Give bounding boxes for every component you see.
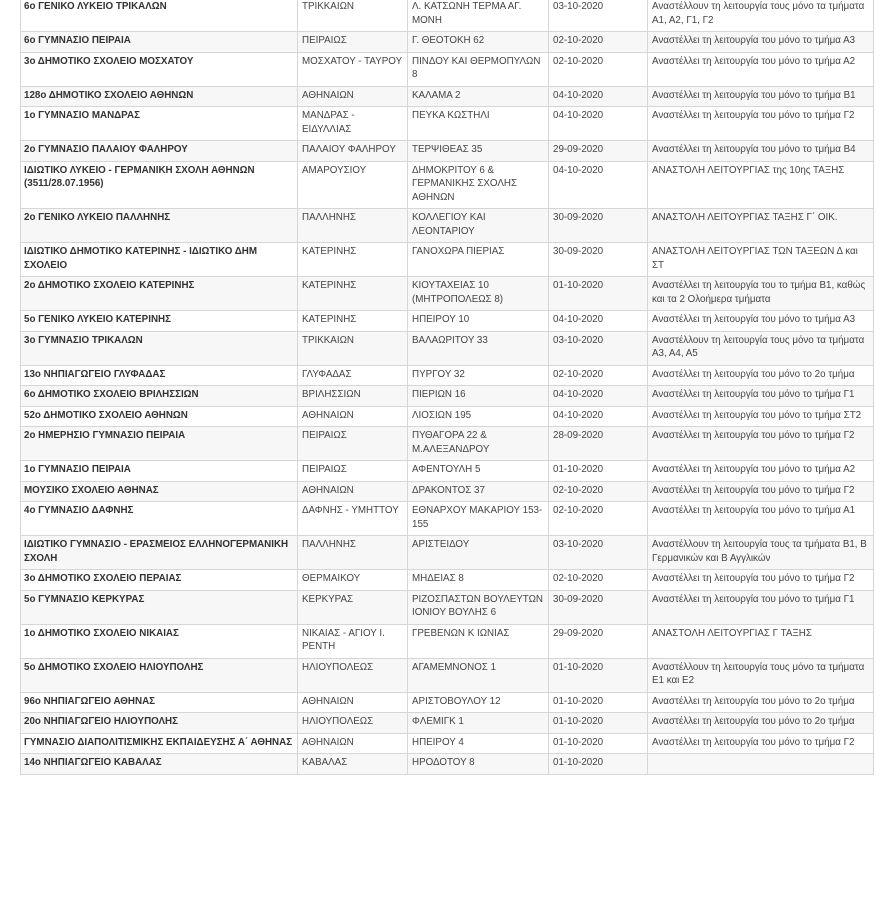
- school-name-cell: 5ο ΔΗΜΟΤΙΚΟ ΣΧΟΛΕΙΟ ΗΛΙΟΥΠΟΛΗΣ: [21, 658, 298, 692]
- table-row: [21, 141, 874, 162]
- municipality-cell: ΑΘΗΝΑΙΩΝ: [298, 481, 408, 502]
- school-name-cell: 3ο ΓΥΜΝΑΣΙΟ ΤΡΙΚΑΛΩΝ: [21, 331, 298, 365]
- note-cell: Αναστέλλουν τη λειτουργία τους μόνο τα τμήματα Α3, Α4, Α5: [648, 331, 874, 365]
- note-cell: Αναστέλλει τη λειτουργία του μόνο το 2ο τμήμα: [648, 713, 874, 734]
- note-cell: Αναστέλλουν τη λειτουργία τους μόνο τα τμήματα Α1, Α2, Γ1, Γ2: [648, 0, 874, 32]
- date-cell: 03-10-2020: [549, 0, 648, 32]
- municipality-cell: ΤΡΙΚΚΑΙΩΝ: [298, 331, 408, 365]
- school-closures-table: [20, 0, 874, 775]
- date-cell: 02-10-2020: [549, 570, 648, 591]
- school-name-cell: 3ο ΔΗΜΟΤΙΚΟ ΣΧΟΛΕΙΟ ΠΕΡΑΙΑΣ: [21, 570, 298, 591]
- date-cell: 02-10-2020: [549, 502, 648, 536]
- school-name-cell: 13ο ΝΗΠΙΑΓΩΓΕΙΟ ΓΛΥΦΑΔΑΣ: [21, 365, 298, 386]
- municipality-cell: ΠΑΛΑΙΟΥ ΦΑΛΗΡΟΥ: [298, 141, 408, 162]
- date-cell: 04-10-2020: [549, 386, 648, 407]
- school-name-cell: ΙΔΙΩΤΙΚΟ ΓΥΜΝΑΣΙΟ - ΕΡΑΣΜΕΙΟΣ ΕΛΛΗΝΟΓΕΡΜΑΝΙΚΗ ΣΧΟΛΗ: [21, 536, 298, 570]
- date-cell: 28-09-2020: [549, 427, 648, 461]
- school-name-cell: 6ο ΓΥΜΝΑΣΙΟ ΠΕΙΡΑΙΑ: [21, 32, 298, 53]
- address-cell: ΜΗΔΕΙΑΣ 8: [408, 570, 549, 591]
- school-name-cell: 6ο ΔΗΜΟΤΙΚΟ ΣΧΟΛΕΙΟ ΒΡΙΛΗΣΣΙΩΝ: [21, 386, 298, 407]
- note-cell: Αναστέλλει τη λειτουργία του μόνο το τμήμα ΣΤ2: [648, 406, 874, 427]
- municipality-cell: ΜΟΣΧΑΤΟΥ - ΤΑΥΡΟΥ: [298, 52, 408, 86]
- note-cell: Αναστέλλει τη λειτουργία του μόνο το τμήμα Α1: [648, 502, 874, 536]
- note-cell: Αναστέλλουν τη λειτουργία τους τα τμήματα Β1, Β Γερμανικών και Β Αγγλικών: [648, 536, 874, 570]
- school-name-cell: 128ο ΔΗΜΟΤΙΚΟ ΣΧΟΛΕΙΟ ΑΘΗΝΩΝ: [21, 86, 298, 107]
- note-cell: Αναστέλλει τη λειτουργία του μόνο το τμήμα Γ2: [648, 427, 874, 461]
- address-cell: ΠΕΥΚΑ ΚΩΣΤΗΛΙ: [408, 107, 549, 141]
- school-name-cell: ΙΔΙΩΤΙΚΟ ΔΗΜΟΤΙΚΟ ΚΑΤΕΡΙΝΗΣ - ΙΔΙΩΤΙΚΟ ΔΗΜ ΣΧΟΛΕΙΟ: [21, 243, 298, 277]
- municipality-cell: ΑΘΗΝΑΙΩΝ: [298, 733, 408, 754]
- school-name-cell: 2ο ΓΕΝΙΚΟ ΛΥΚΕΙΟ ΠΑΛΛΗΝΗΣ: [21, 209, 298, 243]
- date-cell: 30-09-2020: [549, 590, 648, 624]
- school-name-cell: 2ο ΗΜΕΡΗΣΙΟ ΓΥΜΝΑΣΙΟ ΠΕΙΡΑΙΑ: [21, 427, 298, 461]
- date-cell: 04-10-2020: [549, 406, 648, 427]
- address-cell: ΚΑΛΑΜΑ 2: [408, 86, 549, 107]
- table-row: [21, 52, 874, 86]
- municipality-cell: ΓΛΥΦΑΔΑΣ: [298, 365, 408, 386]
- address-cell: ΑΦΕΝΤΟΥΛΗ 5: [408, 461, 549, 482]
- note-cell: Αναστέλλει τη λειτουργία του μόνο το τμήμα Α3: [648, 311, 874, 332]
- table-row: [21, 754, 874, 775]
- date-cell: 02-10-2020: [549, 32, 648, 53]
- note-cell: Αναστέλλει τη λειτουργία του μόνο το τμήμα Γ2: [648, 107, 874, 141]
- note-cell: Αναστέλλει τη λειτουργία του μόνο το τμήμα Γ2: [648, 570, 874, 591]
- school-name-cell: 20ο ΝΗΠΙΑΓΩΓΕΙΟ ΗΛΙΟΥΠΟΛΗΣ: [21, 713, 298, 734]
- note-cell: Αναστέλλει τη λειτουργία του μόνο το 2ο τμήμα: [648, 692, 874, 713]
- school-name-cell: 14ο ΝΗΠΙΑΓΩΓΕΙΟ ΚΑΒΑΛΑΣ: [21, 754, 298, 775]
- table-row: [21, 86, 874, 107]
- address-cell: ΤΕΡΨΙΘΕΑΣ 35: [408, 141, 549, 162]
- note-cell: Αναστέλλει τη λειτουργία του το τμήμα Β1, καθώς και τα 2 Ολοήμερα τμήματα: [648, 277, 874, 311]
- table-row: [21, 570, 874, 591]
- municipality-cell: ΒΡΙΛΗΣΣΙΩΝ: [298, 386, 408, 407]
- school-name-cell: 52ο ΔΗΜΟΤΙΚΟ ΣΧΟΛΕΙΟ ΑΘΗΝΩΝ: [21, 406, 298, 427]
- note-cell: Αναστέλλει τη λειτουργία του μόνο το τμήμα Β1: [648, 86, 874, 107]
- date-cell: 01-10-2020: [549, 754, 648, 775]
- note-cell: ΑΝΑΣΤΟΛΗ ΛΕΙΤΟΥΡΓΙΑΣ της 10ης ΤΑΞΗΣ: [648, 161, 874, 209]
- municipality-cell: ΚΕΡΚΥΡΑΣ: [298, 590, 408, 624]
- address-cell: ΒΑΛΑΩΡΙΤΟΥ 33: [408, 331, 549, 365]
- date-cell: 30-09-2020: [549, 243, 648, 277]
- address-cell: ΑΡΙΣΤΟΒΟΥΛΟΥ 12: [408, 692, 549, 713]
- address-cell: Λ. ΚΑΤΣΩΝΗ ΤΕΡΜΑ ΑΓ. ΜΟΝΗ: [408, 0, 549, 32]
- school-name-cell: 2ο ΓΥΜΝΑΣΙΟ ΠΑΛΑΙΟΥ ΦΑΛΗΡΟΥ: [21, 141, 298, 162]
- note-cell: ΑΝΑΣΤΟΛΗ ΛΕΙΤΟΥΡΓΙΑΣ Γ ΤΑΞΗΣ: [648, 624, 874, 658]
- address-cell: ΠΙΕΡΙΩΝ 16: [408, 386, 549, 407]
- table-row: [21, 624, 874, 658]
- table-row: [21, 0, 874, 32]
- date-cell: 04-10-2020: [549, 161, 648, 209]
- address-cell: ΛΙΟΣΙΩΝ 195: [408, 406, 549, 427]
- date-cell: 01-10-2020: [549, 461, 648, 482]
- address-cell: ΓΑΝΟΧΩΡΑ ΠΙΕΡΙΑΣ: [408, 243, 549, 277]
- municipality-cell: ΚΑΒΑΛΑΣ: [298, 754, 408, 775]
- municipality-cell: ΠΑΛΛΗΝΗΣ: [298, 536, 408, 570]
- date-cell: 03-10-2020: [549, 536, 648, 570]
- school-name-cell: 6ο ΓΕΝΙΚΟ ΛΥΚΕΙΟ ΤΡΙΚΑΛΩΝ: [21, 0, 298, 32]
- table-row: [21, 243, 874, 277]
- note-cell: Αναστέλλει τη λειτουργία του μόνο το τμήμα Γ1: [648, 386, 874, 407]
- school-name-cell: 96ο ΝΗΠΙΑΓΩΓΕΙΟ ΑΘΗΝΑΣ: [21, 692, 298, 713]
- address-cell: ΗΠΕΙΡΟΥ 4: [408, 733, 549, 754]
- note-cell: Αναστέλλει τη λειτουργία του μόνο το τμήμα Γ2: [648, 733, 874, 754]
- address-cell: ΠΥΡΓΟΥ 32: [408, 365, 549, 386]
- table-row: [21, 590, 874, 624]
- address-cell: Γ. ΘΕΟΤΟΚΗ 62: [408, 32, 549, 53]
- table-row: [21, 502, 874, 536]
- table-row: [21, 331, 874, 365]
- note-cell: Αναστέλλει τη λειτουργία του μόνο το τμήμα Β4: [648, 141, 874, 162]
- date-cell: 01-10-2020: [549, 658, 648, 692]
- table-row: [21, 658, 874, 692]
- address-cell: ΕΘΝΑΡΧΟΥ ΜΑΚΑΡΙΟΥ 153-155: [408, 502, 549, 536]
- table-row: [21, 536, 874, 570]
- municipality-cell: ΚΑΤΕΡΙΝΗΣ: [298, 311, 408, 332]
- date-cell: 04-10-2020: [549, 311, 648, 332]
- school-name-cell: ΓΥΜΝΑΣΙΟ ΔΙΑΠΟΛΙΤΙΣΜΙΚΗΣ ΕΚΠΑΙΔΕΥΣΗΣ Α΄ ΑΘΗΝΑΣ: [21, 733, 298, 754]
- municipality-cell: ΑΘΗΝΑΙΩΝ: [298, 86, 408, 107]
- date-cell: 02-10-2020: [549, 365, 648, 386]
- school-name-cell: ΙΔΙΩΤΙΚΟ ΛΥΚΕΙΟ - ΓΕΡΜΑΝΙΚΗ ΣΧΟΛΗ ΑΘΗΝΩΝ (3511/28.07.1956): [21, 161, 298, 209]
- note-cell: Αναστέλλει τη λειτουργία του μόνο το τμήμα Α2: [648, 52, 874, 86]
- table-row: [21, 365, 874, 386]
- municipality-cell: ΠΕΙΡΑΙΩΣ: [298, 32, 408, 53]
- date-cell: 01-10-2020: [549, 692, 648, 713]
- table-row: [21, 692, 874, 713]
- table-row: [21, 386, 874, 407]
- municipality-cell: ΑΘΗΝΑΙΩΝ: [298, 406, 408, 427]
- school-name-cell: 5ο ΓΥΜΝΑΣΙΟ ΚΕΡΚΥΡΑΣ: [21, 590, 298, 624]
- address-cell: ΗΡΟΔΟΤΟΥ 8: [408, 754, 549, 775]
- note-cell: Αναστέλλει τη λειτουργία του μόνο το 2ο τμήμα: [648, 365, 874, 386]
- address-cell: ΚΟΛΛΕΓΙΟΥ ΚΑΙ ΛΕΟΝΤΑΡΙΟΥ: [408, 209, 549, 243]
- school-name-cell: 1ο ΓΥΜΝΑΣΙΟ ΜΑΝΔΡΑΣ: [21, 107, 298, 141]
- address-cell: ΠΙΝΔΟΥ ΚΑΙ ΘΕΡΜΟΠΥΛΩΝ 8: [408, 52, 549, 86]
- municipality-cell: ΔΑΦΝΗΣ - ΥΜΗΤΤΟΥ: [298, 502, 408, 536]
- school-name-cell: 5ο ΓΕΝΙΚΟ ΛΥΚΕΙΟ ΚΑΤΕΡΙΝΗΣ: [21, 311, 298, 332]
- address-cell: ΗΠΕΙΡΟΥ 10: [408, 311, 549, 332]
- municipality-cell: ΚΑΤΕΡΙΝΗΣ: [298, 277, 408, 311]
- date-cell: 03-10-2020: [549, 331, 648, 365]
- note-cell: Αναστέλλουν τη λειτουργία τους μόνο τα τμήματα Ε1 και Ε2: [648, 658, 874, 692]
- table-row: [21, 209, 874, 243]
- note-cell: Αναστέλλει τη λειτουργία του μόνο το τμήμα Γ2: [648, 481, 874, 502]
- school-name-cell: 3ο ΔΗΜΟΤΙΚΟ ΣΧΟΛΕΙΟ ΜΟΣΧΑΤΟΥ: [21, 52, 298, 86]
- municipality-cell: ΗΛΙΟΥΠΟΛΕΩΣ: [298, 713, 408, 734]
- address-cell: ΠΥΘΑΓΟΡΑ 22 & Μ.ΑΛΕΞΑΝΔΡΟΥ: [408, 427, 549, 461]
- municipality-cell: ΑΘΗΝΑΙΩΝ: [298, 692, 408, 713]
- address-cell: ΦΛΕΜΙΓΚ 1: [408, 713, 549, 734]
- school-name-cell: 4ο ΓΥΜΝΑΣΙΟ ΔΑΦΝΗΣ: [21, 502, 298, 536]
- address-cell: ΚΙΟΥΤΑΧΕΙΑΣ 10 (ΜΗΤΡΟΠΟΛΕΩΣ 8): [408, 277, 549, 311]
- date-cell: 01-10-2020: [549, 733, 648, 754]
- municipality-cell: ΠΕΙΡΑΙΩΣ: [298, 461, 408, 482]
- table-row: [21, 406, 874, 427]
- school-name-cell: 1ο ΓΥΜΝΑΣΙΟ ΠΕΙΡΑΙΑ: [21, 461, 298, 482]
- municipality-cell: ΜΑΝΔΡΑΣ - ΕΙΔΥΛΛΙΑΣ: [298, 107, 408, 141]
- date-cell: 02-10-2020: [549, 52, 648, 86]
- table-row: [21, 733, 874, 754]
- table-body: [21, 0, 874, 774]
- date-cell: 04-10-2020: [549, 107, 648, 141]
- table-row: [21, 481, 874, 502]
- date-cell: 29-09-2020: [549, 624, 648, 658]
- date-cell: 02-10-2020: [549, 481, 648, 502]
- note-cell: Αναστέλλει τη λειτουργία του μόνο το τμήμα Α3: [648, 32, 874, 53]
- municipality-cell: ΠΕΙΡΑΙΩΣ: [298, 427, 408, 461]
- date-cell: 29-09-2020: [549, 141, 648, 162]
- municipality-cell: ΘΕΡΜΑΙΚΟΥ: [298, 570, 408, 591]
- address-cell: ΑΡΙΣΤΕΙΔΟΥ: [408, 536, 549, 570]
- school-name-cell: 1ο ΔΗΜΟΤΙΚΟ ΣΧΟΛΕΙΟ ΝΙΚΑΙΑΣ: [21, 624, 298, 658]
- date-cell: 01-10-2020: [549, 713, 648, 734]
- table-row: [21, 713, 874, 734]
- date-cell: 30-09-2020: [549, 209, 648, 243]
- municipality-cell: ΑΜΑΡΟΥΣΙΟΥ: [298, 161, 408, 209]
- note-cell: Αναστέλλει τη λειτουργία του μόνο το τμήμα Α2: [648, 461, 874, 482]
- municipality-cell: ΠΑΛΛΗΝΗΣ: [298, 209, 408, 243]
- municipality-cell: ΝΙΚΑΙΑΣ - ΑΓΙΟΥ Ι. ΡΕΝΤΗ: [298, 624, 408, 658]
- date-cell: 04-10-2020: [549, 86, 648, 107]
- address-cell: ΔΗΜΟΚΡΙΤΟΥ 6 & ΓΕΡΜΑΝΙΚΗΣ ΣΧΟΛΗΣ ΑΘΗΝΩΝ: [408, 161, 549, 209]
- school-name-cell: 2ο ΔΗΜΟΤΙΚΟ ΣΧΟΛΕΙΟ ΚΑΤΕΡΙΝΗΣ: [21, 277, 298, 311]
- table-row: [21, 32, 874, 53]
- address-cell: ΑΓΑΜΕΜΝΟΝΟΣ 1: [408, 658, 549, 692]
- date-cell: 01-10-2020: [549, 277, 648, 311]
- table-row: [21, 461, 874, 482]
- table-row: [21, 107, 874, 141]
- address-cell: ΓΡΕΒΕΝΩΝ Κ ΙΩΝΙΑΣ: [408, 624, 549, 658]
- address-cell: ΡΙΖΟΣΠΑΣΤΩΝ ΒΟΥΛΕΥΤΩΝ ΙΟΝΙΟΥ ΒΟΥΛΗΣ 6: [408, 590, 549, 624]
- note-cell: [648, 754, 874, 775]
- school-name-cell: ΜΟΥΣΙΚΟ ΣΧΟΛΕΙΟ ΑΘΗΝΑΣ: [21, 481, 298, 502]
- table-row: [21, 277, 874, 311]
- municipality-cell: ΚΑΤΕΡΙΝΗΣ: [298, 243, 408, 277]
- note-cell: ΑΝΑΣΤΟΛΗ ΛΕΙΤΟΥΡΓΙΑΣ ΤΑΞΗΣ Γ΄ ΟΙΚ.: [648, 209, 874, 243]
- municipality-cell: ΤΡΙΚΚΑΙΩΝ: [298, 0, 408, 32]
- table-row: [21, 311, 874, 332]
- note-cell: Αναστέλλει τη λειτουργία του μόνο το τμήμα Γ1: [648, 590, 874, 624]
- municipality-cell: ΗΛΙΟΥΠΟΛΕΩΣ: [298, 658, 408, 692]
- note-cell: ΑΝΑΣΤΟΛΗ ΛΕΙΤΟΥΡΓΙΑΣ ΤΩΝ ΤΑΞΕΩΝ Δ και ΣΤ: [648, 243, 874, 277]
- address-cell: ΔΡΑΚΟΝΤΟΣ 37: [408, 481, 549, 502]
- table-row: [21, 427, 874, 461]
- table-row: [21, 161, 874, 209]
